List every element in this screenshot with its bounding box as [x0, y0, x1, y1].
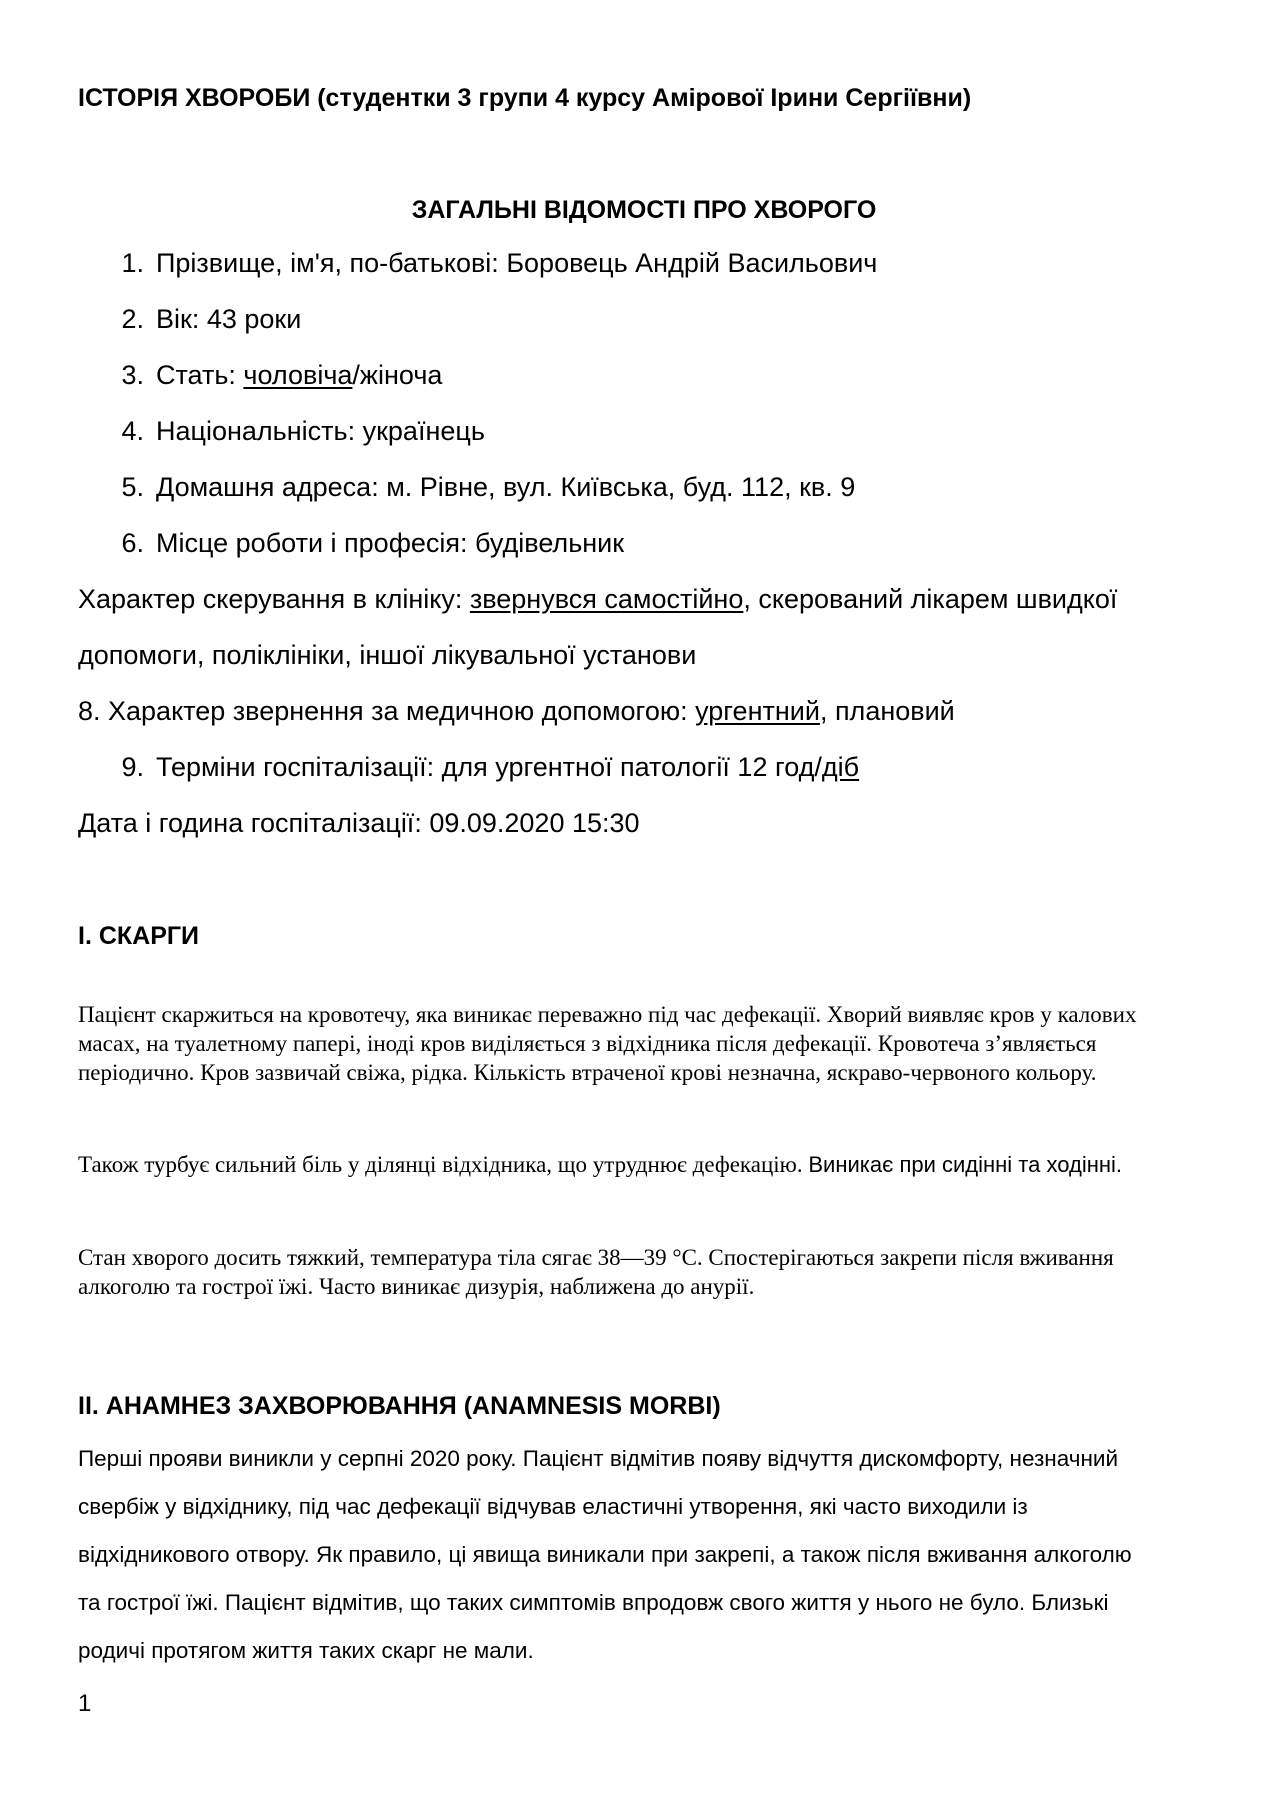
- item-text: [156, 418, 485, 445]
- anamnesis-line: Перші прояви виникли у серпні 2020 року. Пацієнт відмітив появу відчуття дискомфорту, незначний: [78, 1446, 1119, 1471]
- item-number: 1.: [121, 248, 144, 278]
- anamnesis-line: свербіж у відхіднику, під час дефекації відчував еластичні утворення, які часто виходили із: [78, 1494, 1028, 1519]
- item-value: українець: [362, 416, 485, 446]
- terms-label: Терміни госпіталізації: для ургентної патології 12 год/: [156, 752, 822, 782]
- hospitalization-value: 09.09.2020 15:30: [429, 808, 640, 838]
- anamnesis-heading: ІІ. АНАМНЕЗ ЗАХВОРЮВАННЯ (ANAMNESIS MORBI): [78, 1392, 721, 1420]
- item-text: [156, 474, 855, 501]
- page-number: 1: [78, 1690, 92, 1717]
- selected-option: діб: [821, 752, 860, 782]
- document-title: ІСТОРІЯ ХВОРОБИ (студентки 3 групи 4 курсу Амірової Ірини Сергіївни): [78, 84, 972, 112]
- item-number: 4.: [121, 416, 144, 446]
- paragraph-sans-part: Виникає при сидінні та ходінні.: [808, 1152, 1123, 1177]
- general-info-heading: ЗАГАЛЬНІ ВІДОМОСТІ ПРО ХВОРОГО: [411, 196, 877, 224]
- referral-label: Характер скерування в клініку:: [78, 584, 470, 614]
- anamnesis-line: відхідникового отвору. Як правило, ці явища виникали при закрепі, а також після вживання алкоголю: [78, 1542, 1132, 1567]
- item-number: 3.: [121, 360, 144, 390]
- paragraph-serif-part: Також турбує сильний біль у ділянці відхідника, що утруднює дефекацію.: [78, 1152, 809, 1177]
- item-label: Національність:: [156, 416, 363, 446]
- appeal-line: [78, 698, 955, 725]
- item-label: Прізвище, ім'я, по-батькові:: [156, 248, 507, 278]
- referral-line-2: допомоги, поліклініки, іншої лікувальної установи: [78, 640, 697, 670]
- complaints-paragraph-1: Пацієнт скаржиться на кровотечу, яка виникає переважно під час дефекації. Хворий виявляє кров у калових масах, на туалетному папері, іноді кров виділяється з відхідника після дефекації. Кровотеча з’являється періодично. Кров зазвичай свіжа, рідка. Кількість втраченої крові незначна, яскраво-червоного кольору.: [78, 1002, 1137, 1085]
- item-text: [156, 362, 442, 389]
- item-number: 2.: [121, 304, 144, 334]
- complaints-paragraph-3: Стан хворого досить тяжкий, температура тіла сягає 38—39 °С. Спостерігаються закрепи після вживання алкоголю та гострої їжі. Часто виникає дизурія, наближена до анурії.: [78, 1245, 1114, 1299]
- item-text: [156, 250, 877, 277]
- anamnesis-line: родичі протягом життя таких скарг не мали.: [78, 1638, 534, 1663]
- item-rest: /жіноча: [352, 360, 443, 390]
- item-value: м. Рівне, вул. Київська, буд. 112, кв. 9: [386, 472, 856, 502]
- hospitalization-line: [78, 810, 640, 837]
- selected-option: ургентний: [695, 696, 820, 726]
- complaints-heading: І. СКАРГИ: [78, 922, 200, 950]
- anamnesis-paragraph: [78, 1435, 1228, 1675]
- referral-rest: , скерований лікарем швидкої: [743, 584, 1118, 614]
- item-label: Місце роботи і професія:: [156, 528, 476, 558]
- item-text: [156, 754, 859, 781]
- item-value: будівельник: [475, 528, 625, 558]
- item-value: Боровець Андрій Васильович: [506, 248, 878, 278]
- item-label: Вік:: [156, 304, 207, 334]
- selected-option: чоловіча: [243, 360, 353, 390]
- anamnesis-line: та гострої їжі. Пацієнт відмітив, що таких симптомів впродовж свого життя у нього не було. Близькі: [78, 1590, 1109, 1615]
- item-label: Стать:: [156, 360, 244, 390]
- appeal-label: 8. Характер звернення за медичною допомогою:: [78, 696, 696, 726]
- item-label: Домашня адреса:: [156, 472, 387, 502]
- selected-option: звернувся самостійно: [469, 584, 744, 614]
- item-number: 5.: [121, 472, 144, 502]
- item-number: 6.: [121, 528, 144, 558]
- item-value: 43 роки: [206, 304, 302, 334]
- item-text: [156, 530, 624, 557]
- complaints-paragraph-2: [78, 1150, 1198, 1179]
- hospitalization-label: Дата і година госпіталізації:: [78, 808, 430, 838]
- appeal-rest: , плановий: [819, 696, 955, 726]
- item-text: [156, 306, 301, 333]
- referral-line: [78, 586, 1117, 613]
- item-number: 9.: [121, 752, 144, 782]
